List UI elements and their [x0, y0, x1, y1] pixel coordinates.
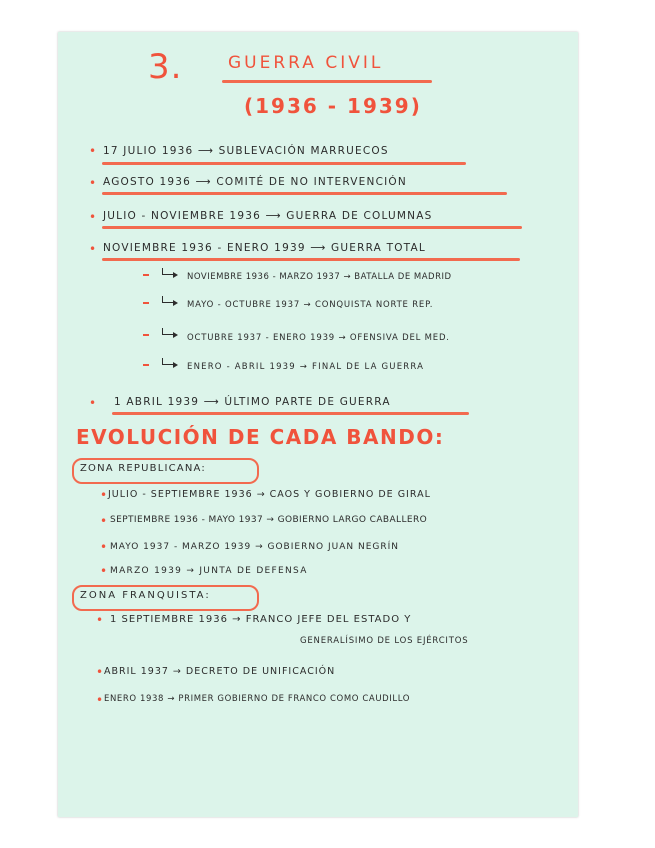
francoist-item-continuation: GENERALÍSIMO DE LOS EJÉRCITOS	[300, 636, 469, 646]
bullet-icon: •	[100, 488, 108, 502]
last-event: 1 ABRIL 1939 ⟶ ÚLTIMO PARTE DE GUERRA	[114, 396, 391, 408]
timeline-item: NOVIEMBRE 1936 - ENERO 1939 ⟶ GUERRA TOTAL	[103, 242, 426, 254]
francoist-item: 1 SEPTIEMBRE 1936 → FRANCO JEFE DEL ESTADO Y	[110, 614, 412, 625]
francoist-item: ENERO 1938 → PRIMER GOBIERNO DE FRANCO COMO CAUDILLO	[104, 694, 411, 704]
branch-arrow-icon	[162, 358, 175, 365]
branch-arrow-icon	[162, 296, 175, 303]
timeline-underline	[102, 258, 520, 261]
branch-arrow-icon	[162, 268, 175, 275]
republican-item: MAYO 1937 - MARZO 1939 → GOBIERNO JUAN NEGRÍN	[110, 542, 400, 552]
bullet-icon: •	[89, 210, 97, 224]
subphase-item: MAYO - OCTUBRE 1937 → CONQUISTA NORTE REP.	[187, 300, 434, 310]
bullet-icon: •	[100, 514, 108, 528]
subphase-item: ENERO - ABRIL 1939 → FINAL DE LA GUERRA	[187, 362, 425, 372]
section-heading: EVOLUCIÓN DE CADA BANDO:	[76, 425, 445, 449]
title-underline	[222, 80, 432, 83]
bullet-icon: •	[89, 242, 97, 256]
timeline-underline	[102, 226, 522, 229]
subphase-item: NOVIEMBRE 1936 - MARZO 1937 → BATALLA DE MADRID	[187, 272, 452, 282]
timeline-item: JULIO - NOVIEMBRE 1936 ⟶ GUERRA DE COLUMNAS	[103, 210, 433, 222]
branch-arrow-icon	[162, 328, 175, 335]
bullet-icon: •	[100, 564, 108, 578]
dash-marker	[143, 274, 149, 276]
section-number: 3.	[148, 47, 183, 87]
dash-marker	[143, 364, 149, 366]
dash-marker	[143, 334, 149, 336]
zone-label-republican: ZONA REPUBLICANA:	[80, 463, 206, 474]
timeline-item: 17 JULIO 1936 ⟶ SUBLEVACIÓN MARRUECOS	[103, 145, 389, 157]
francoist-item: ABRIL 1937 → DECRETO DE UNIFICACIÓN	[104, 666, 336, 677]
bullet-icon: •	[89, 396, 97, 410]
timeline-underline	[102, 192, 507, 195]
bullet-icon: •	[89, 176, 97, 190]
bullet-icon: •	[96, 665, 104, 679]
title-dates: (1936 - 1939)	[244, 94, 422, 118]
dash-marker	[143, 302, 149, 304]
timeline-item: AGOSTO 1936 ⟶ COMITÉ DE NO INTERVENCIÓN	[103, 176, 407, 188]
republican-item: JULIO - SEPTIEMBRE 1936 → CAOS Y GOBIERNO DE GIRAL	[108, 489, 431, 500]
bullet-icon: •	[100, 540, 108, 554]
bullet-icon: •	[96, 693, 104, 707]
bullet-icon: •	[96, 613, 104, 627]
republican-item: SEPTIEMBRE 1936 - MAYO 1937 → GOBIERNO LARGO CABALLERO	[110, 515, 428, 525]
page-title: GUERRA CIVIL	[228, 53, 384, 73]
timeline-underline	[102, 162, 466, 165]
subphase-item: OCTUBRE 1937 - ENERO 1939 → OFENSIVA DEL MED.	[187, 333, 450, 343]
bullet-icon: •	[89, 144, 97, 158]
last-event-underline	[112, 412, 469, 415]
republican-item: MARZO 1939 → JUNTA DE DEFENSA	[110, 566, 308, 576]
zone-label-francoist: ZONA FRANQUISTA:	[80, 590, 211, 601]
